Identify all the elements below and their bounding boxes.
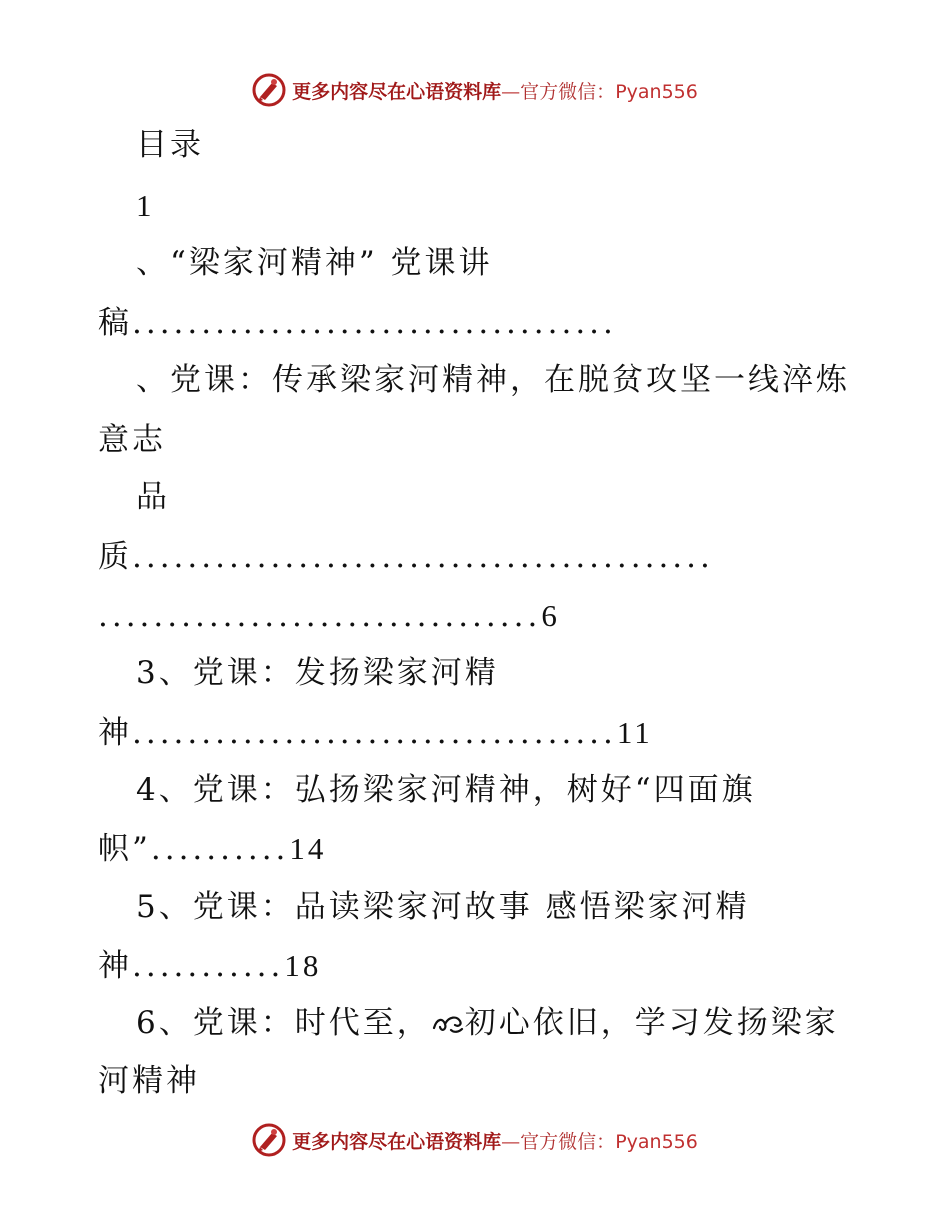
ornament-glyph-icon (431, 1012, 465, 1036)
toc-item4-title-end: 帜” (98, 831, 151, 867)
banner-wechat-id: Pyan556 (615, 80, 698, 103)
toc-title: 目录 (136, 127, 204, 163)
toc-item1-leader-dots: ................................... (132, 305, 617, 341)
toc-item2-leader-dots-cont: ................................ (98, 598, 542, 634)
toc-item5-entry[interactable] (98, 950, 321, 982)
toc-item1-entry[interactable] (98, 305, 617, 341)
toc-item2-entry[interactable] (98, 539, 714, 575)
toc-item6-title[interactable] (136, 1005, 839, 1041)
toc-item4-page: 14 (289, 831, 327, 866)
toc-item2-title-cont: 意志 (98, 422, 166, 458)
footer-slogan: 更多内容尽在心语资料库 (292, 1130, 502, 1153)
toc-item4-entry[interactable] (98, 833, 326, 865)
toc-item1-title-end: 稿 (98, 305, 132, 341)
pen-logo-icon (252, 73, 286, 107)
toc-item6-title-part2: 初心依旧，学习发扬梁家 (464, 1005, 839, 1041)
toc-item2-leader-dots: .......................................... (132, 539, 714, 575)
toc-item3-title: 3、党课：发扬梁家河精 (136, 655, 499, 691)
toc-item5-page: 18 (284, 948, 322, 983)
toc-item3-leader-dots: ................................... (132, 715, 617, 751)
header-banner (0, 70, 950, 110)
toc-item3-entry[interactable] (98, 717, 653, 749)
toc-item2-page: 6 (541, 598, 560, 633)
toc-item2-title-end: 质 (98, 539, 132, 575)
banner-wechat-label: 官方微信： (520, 80, 616, 103)
footer-wechat-id: Pyan556 (615, 1130, 698, 1153)
toc-item4-leader-dots: .......... (150, 831, 290, 867)
header-banner-text (292, 77, 698, 104)
toc-item6-title-part1: 6、党课：时代至， (136, 1005, 431, 1041)
toc-item5-leader-dots: ........... (132, 948, 285, 984)
footer-banner-text (292, 1127, 698, 1154)
toc-item5-title: 5、党课：品读梁家河故事 感悟梁家河精 (136, 889, 750, 925)
footer-separator: — (501, 1130, 521, 1153)
toc-item2-entry-cont[interactable] (98, 600, 560, 632)
toc-item3-page: 11 (616, 715, 653, 750)
toc-item5-title-end: 神 (98, 948, 132, 984)
toc-item6-title-cont: 河精神 (98, 1063, 200, 1099)
pen-logo-icon (252, 1123, 286, 1157)
toc-item2-title-cont2: 品 (136, 479, 170, 515)
toc-item1-number: 1 (136, 188, 155, 223)
banner-slogan: 更多内容尽在心语资料库 (292, 80, 502, 103)
toc-item1-title: 、“梁家河精神” 党课讲 (136, 245, 493, 281)
toc-item3-title-end: 神 (98, 715, 132, 751)
footer-wechat-label: 官方微信： (520, 1130, 616, 1153)
banner-separator: — (501, 80, 521, 103)
toc-item4-title: 4、党课：弘扬梁家河精神，树好“四面旗 (136, 772, 756, 808)
footer-banner (0, 1120, 950, 1160)
toc-item2-title: 、党课：传承梁家河精神，在脱贫攻坚一线淬炼 (136, 362, 850, 398)
